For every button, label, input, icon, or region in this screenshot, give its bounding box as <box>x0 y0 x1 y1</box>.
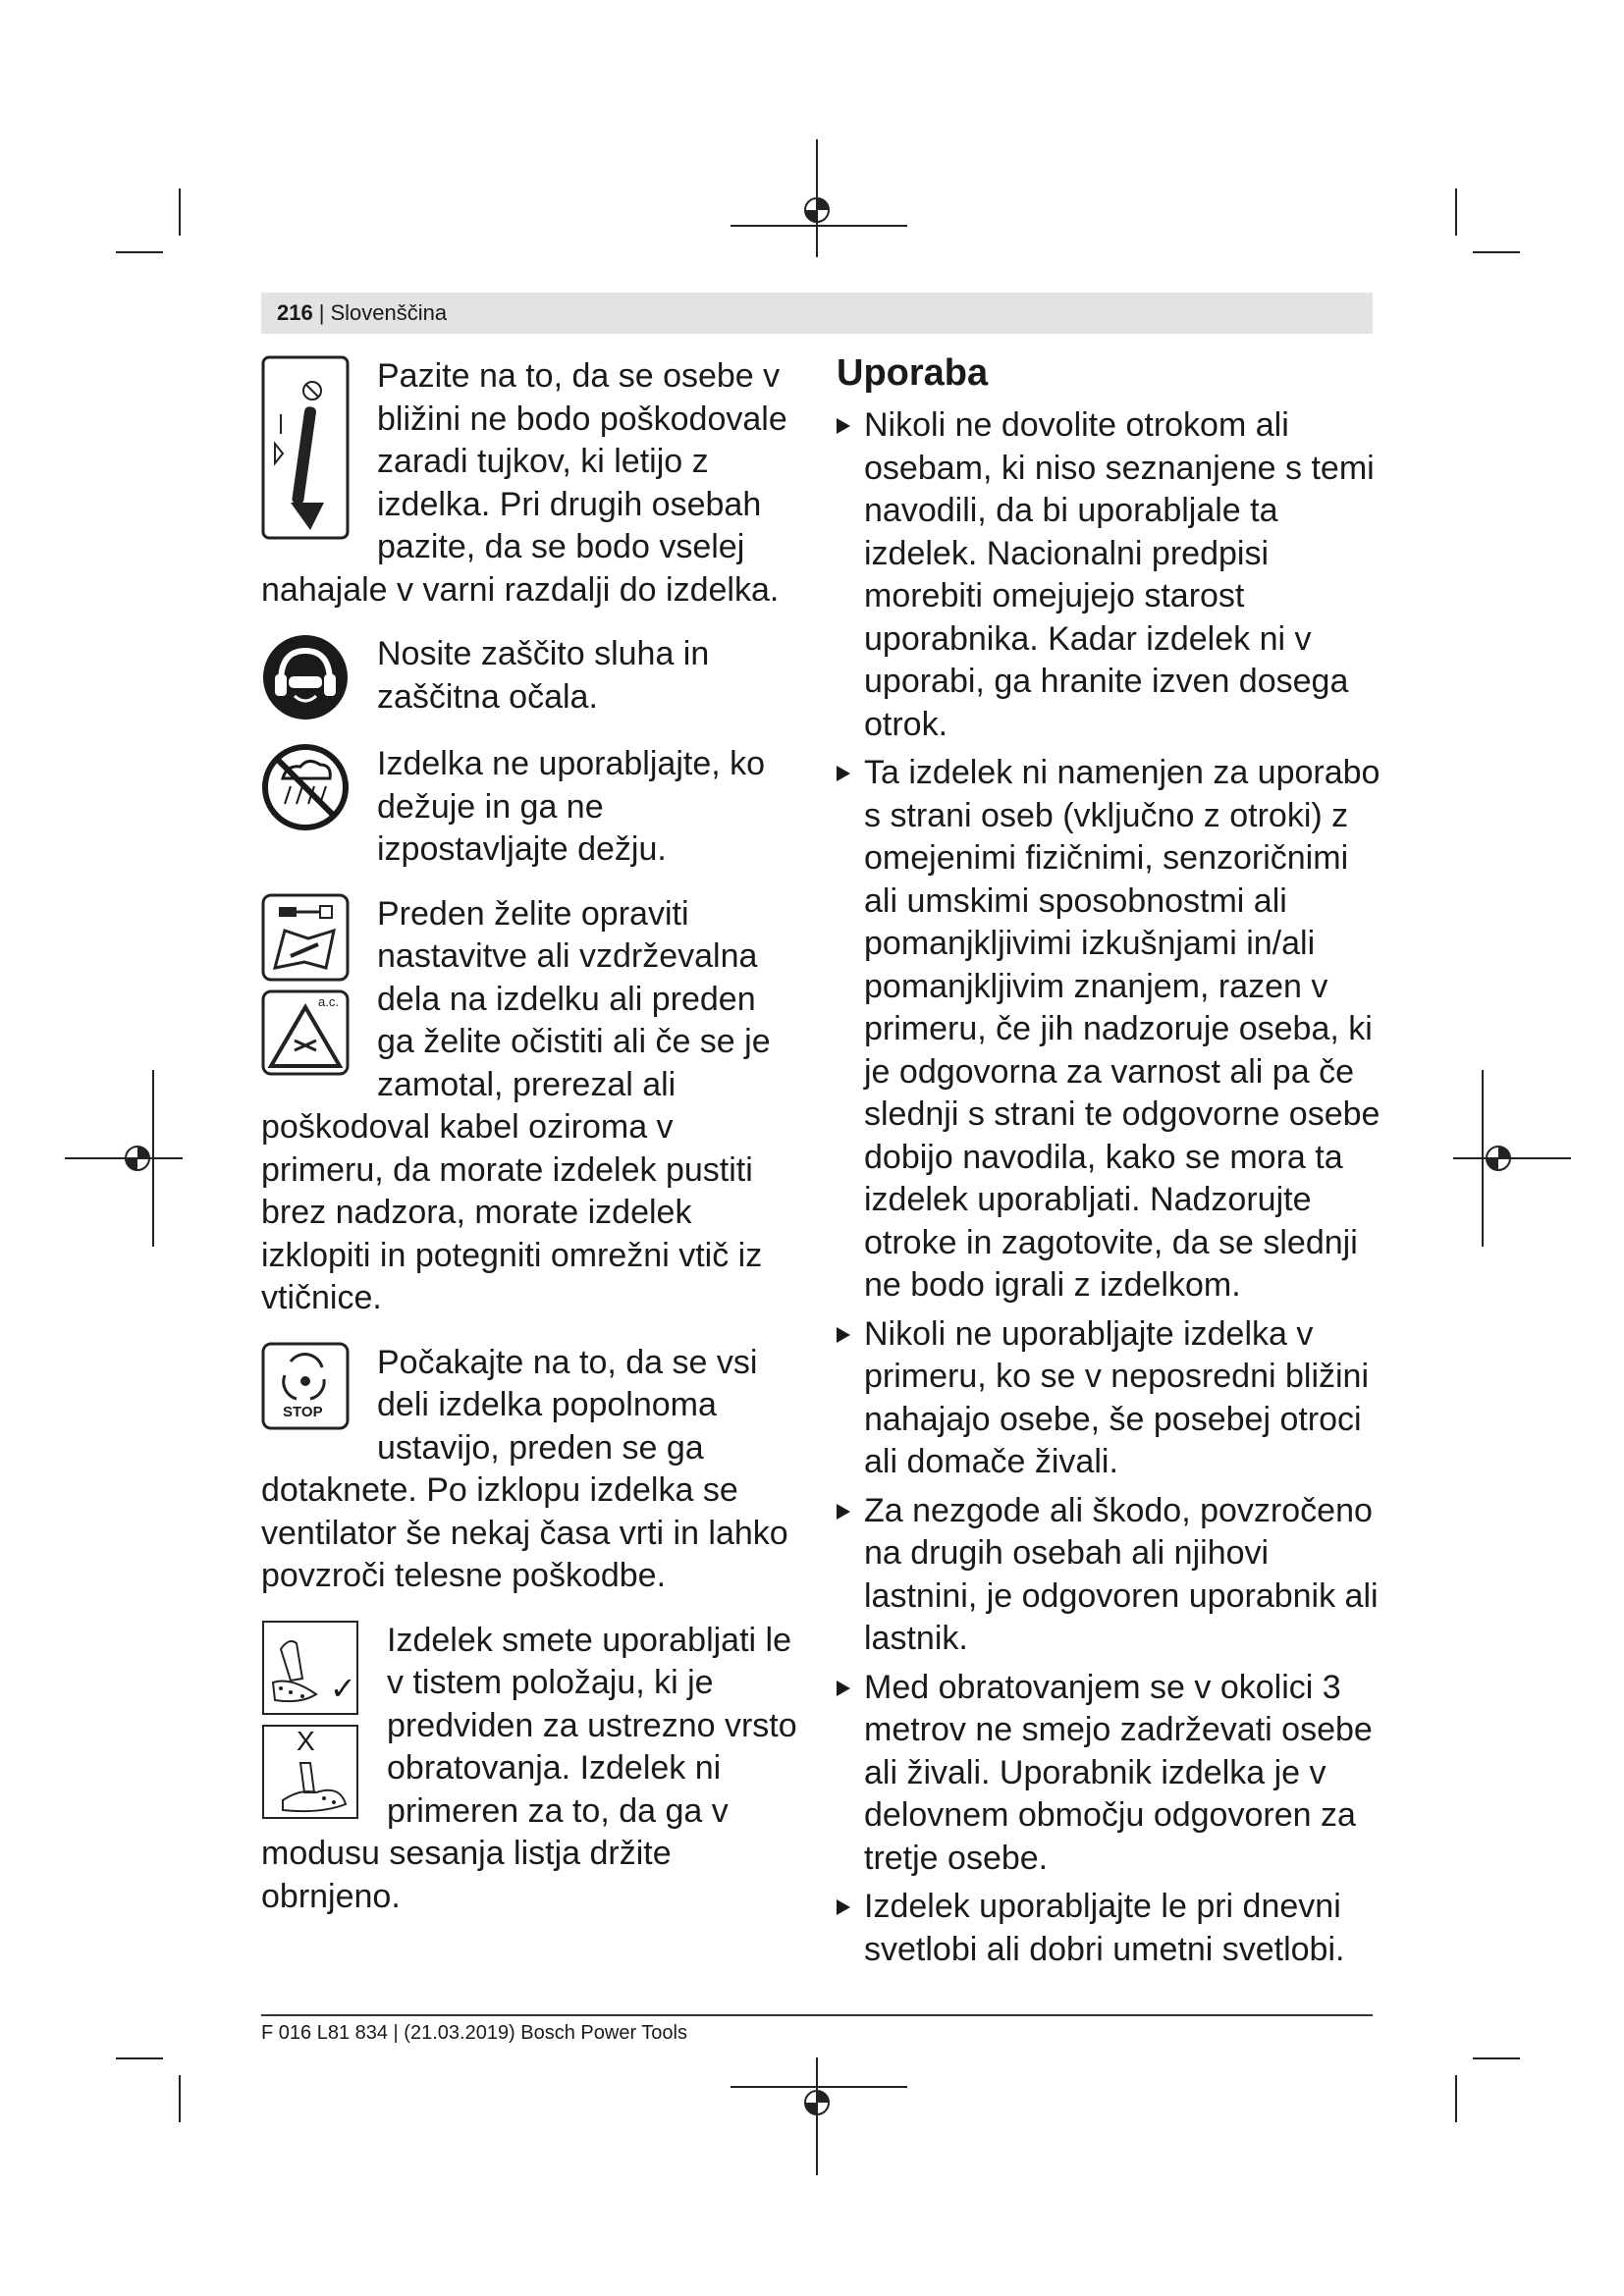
ac-label: a.c. <box>318 993 339 1009</box>
crop-mark <box>179 2075 181 2122</box>
warning-text-ear-eye-protection: Nosite zaščito sluha in zaščitna očala. <box>377 635 710 716</box>
crop-mark <box>1455 2075 1457 2122</box>
list-item <box>837 752 1386 1308</box>
list-item <box>837 1886 1386 1971</box>
footer-rule <box>261 2014 1373 2016</box>
warning-block-position <box>261 1620 799 1919</box>
manual-unplug-icon <box>261 893 350 982</box>
correct-mark: ✓ <box>330 1670 356 1706</box>
list-item <box>837 1667 1386 1881</box>
warning-block-unplug <box>261 893 799 1320</box>
position-icon-group <box>261 1620 359 1820</box>
stop-icon-wrap <box>261 1342 350 1430</box>
warning-block-flying-debris <box>261 355 799 612</box>
crop-mark <box>116 2057 163 2059</box>
correct-position-icon-wrap <box>261 1620 359 1716</box>
bullet-triangle-icon <box>837 766 850 781</box>
hearing-eye-protection-icon <box>261 633 350 721</box>
warning-text-stop: Počakajte na to, da se vsi deli izdelka popolnoma ustavijo, preden se ga dotaknete. Po izklopu izdelka se ventilator še nekaj časa vrti in lahko povzroči telesne poškodbe. <box>261 1343 788 1594</box>
crop-mark <box>1473 251 1520 253</box>
bullet-triangle-icon <box>837 1681 850 1696</box>
bullet-triangle-icon <box>837 1327 850 1343</box>
list-item-text: Za nezgode ali škodo, povzročeno na drugih osebah ali njihovi lastnini, je odgovoren uporabnik ali lastnik. <box>864 1491 1379 1657</box>
crop-mark <box>1473 2057 1520 2059</box>
stop-label: STOP <box>283 1403 323 1420</box>
warning-text-flying-debris: Pazite na to, da se osebe v bližini ne bodo poškodovale zaradi tujkov, ki letijo z izdelka. Pri drugih osebah pazite, da se bodo vselej nahajale v varni razdalji do izdelka. <box>261 357 787 609</box>
warning-text-position: Izdelek smete uporabljati le v tistem položaju, ki je predviden za ustrezno vrsto obratovanja. Izdelek ni primeren za to, da ga v modusu sesanja listja držite obrnjeno. <box>261 1621 797 1915</box>
list-item <box>837 1490 1386 1661</box>
registration-mark-bottom <box>731 2057 907 2175</box>
section-title: Uporaba <box>837 352 989 394</box>
list-item-text: Ta izdelek ni namenjen za uporabo s strani oseb (vključno z otroki) z omejenimi fizičnimi, senzoričnimi ali umskimi sposobnostmi ali pomanjkljivimi izkušnjami in/ali pomanjkljivim znanjem, razen v primeru, če jih nadzoruje oseba, ki je odgovorna za varnost ali pa če slednji s strani te odgovorne osebe dobijo navodila, kako se mora ta izdelek uporabljati. Nadzorujte otroke in zagotovite, da se slednji ne bodo igrali z izdelkom. <box>864 754 1380 1304</box>
list-item-text: Izdelek uporabljajte le pri dnevni svetlobi ali dobri umetni svetlobi. <box>864 1888 1345 1968</box>
unplug-icon-group <box>261 893 350 1076</box>
right-column <box>837 351 1386 1977</box>
registration-mark-right <box>1453 1070 1571 1247</box>
warning-block-rain <box>261 743 799 872</box>
page-header <box>261 293 1373 334</box>
bullet-triangle-icon <box>837 1504 850 1520</box>
page-number: 216 <box>277 300 313 325</box>
ac-warning-icon-wrap <box>261 989 350 1076</box>
header-separator: | <box>318 300 325 325</box>
left-column <box>261 355 799 1918</box>
wrong-mark: X <box>297 1725 315 1756</box>
crop-mark <box>116 251 163 253</box>
bullet-triangle-icon <box>837 1899 850 1915</box>
crop-mark <box>1455 188 1457 236</box>
warning-text-unplug: Preden želite opraviti nastavitve ali vzdrževalna dela na izdelku ali preden ga želite očistiti ali če se je zamotal, prerezal ali poškodoval kabel oziroma v primeru, da morate izdelek pustiti brez nadzora, morate izdelek izklopiti in potegniti omrežni vtič iz vtičnice. <box>261 894 771 1316</box>
registration-mark-left <box>65 1070 183 1247</box>
bullet-triangle-icon <box>837 418 850 434</box>
header-language: Slovenščina <box>330 300 448 325</box>
list-item-text: Med obratovanjem se v okolici 3 metrov ne smejo zadrževati osebe ali živali. Uporabnik izdelka je v delovnem območju odgovoren za tretje osebe. <box>864 1668 1373 1877</box>
list-item <box>837 404 1386 746</box>
list-item <box>837 1313 1386 1484</box>
list-item-text: Nikoli ne uporabljajte izdelka v primeru, ko se v neposredni bližini nahajajo osebe, še posebej otroci ali domače živali. <box>864 1314 1370 1480</box>
no-rain-icon <box>261 743 350 831</box>
warning-text-rain: Izdelka ne uporabljajte, ko dežuje in ga ne izpostavljajte dežju. <box>377 745 766 868</box>
registration-mark-top <box>731 139 907 257</box>
warning-block-stop <box>261 1342 799 1598</box>
list-item-text: Nikoli ne dovolite otrokom ali osebam, ki niso seznanjene s temi navodili, da bi uporabljale ta izdelek. Nacionalni predpisi morebiti omejujejo starost uporabnika. Kadar izdelek ni v uporabi, ga hranite izven dosega otrok. <box>864 406 1375 743</box>
footer-text: F 016 L81 834 | (21.03.2019) Bosch Power Tools <box>261 2022 687 2044</box>
flying-debris-icon <box>261 355 350 540</box>
warning-block-ear-eye-protection <box>261 633 799 721</box>
crop-mark <box>179 188 181 236</box>
wrong-position-icon-wrap <box>261 1724 359 1820</box>
